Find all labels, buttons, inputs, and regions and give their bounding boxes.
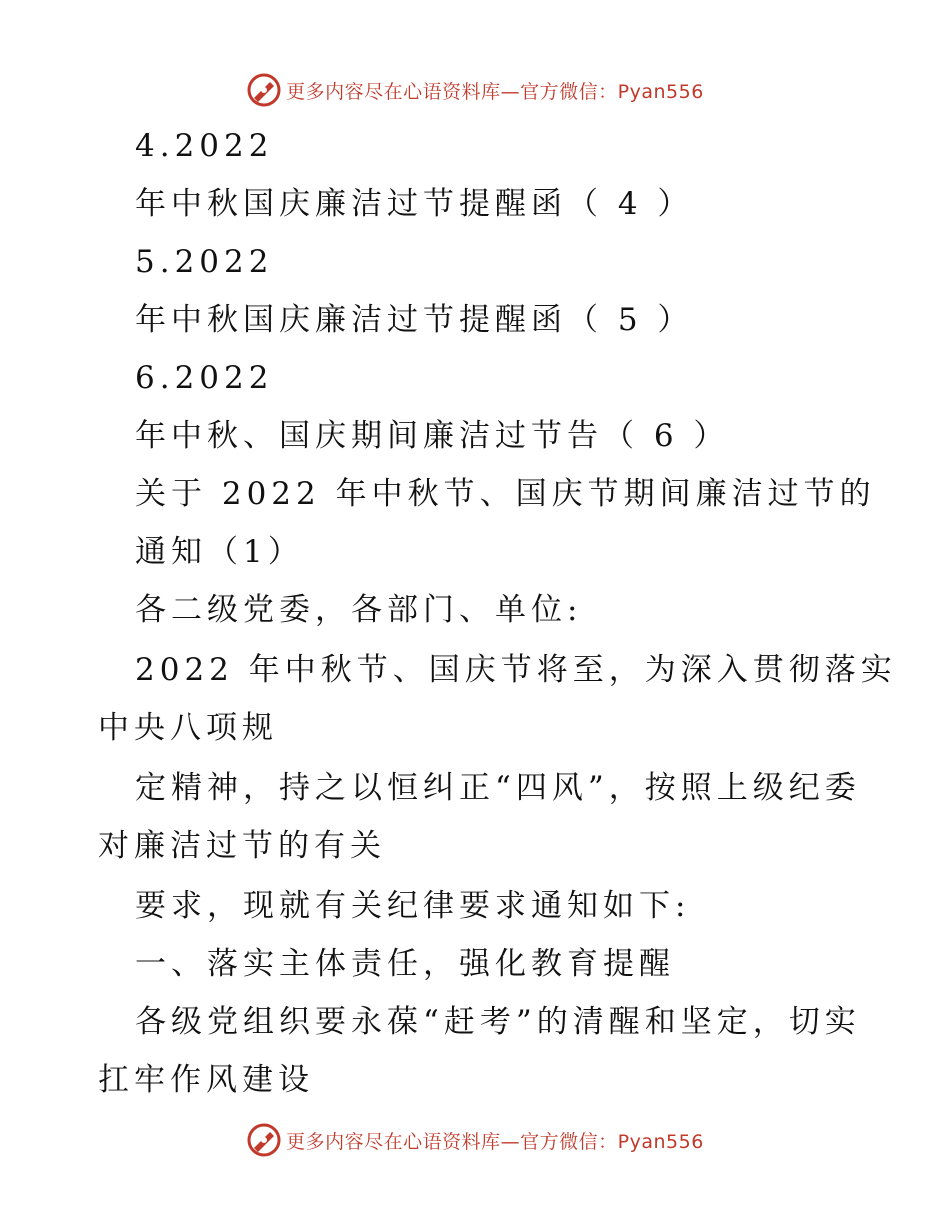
text-line: 一、落实主体责任，强化教育提醒 (135, 946, 675, 982)
text-line: 要求，现就有关纪律要求通知如下: (135, 888, 691, 924)
pen-logo-icon (246, 1122, 282, 1158)
text-line: 5.2022 (135, 244, 274, 280)
text-line: 通知（1） (135, 534, 304, 570)
watermark-text: 更多内容尽在心语资料库—官方微信：Pyan556 (286, 1130, 704, 1153)
text-line: 年中秋、国庆期间廉洁过节告（ 6 ） (135, 418, 730, 454)
footer-watermark (0, 1120, 950, 1160)
header-watermark (0, 70, 950, 110)
text-line: 4.2022 (135, 128, 274, 164)
text-line: 各级党组织要永葆“赶考”的清醒和坚定，切实 (135, 1004, 861, 1040)
text-line: 2022 年中秋节、国庆节将至，为深入贯彻落实 (135, 652, 897, 688)
text-line: 定精神，持之以恒纠正“四风”，按照上级纪委 (135, 770, 861, 806)
pen-logo-icon (246, 72, 282, 108)
watermark-text: 更多内容尽在心语资料库—官方微信：Pyan556 (286, 80, 704, 103)
text-line: 对廉洁过节的有关 (98, 828, 386, 864)
text-line: 各二级党委，各部门、单位: (135, 592, 583, 628)
text-line: 关于 2022 年中秋节、国庆节期间廉洁过节的 (135, 476, 876, 512)
text-line: 扛牢作风建设 (98, 1062, 314, 1098)
text-line: 年中秋国庆廉洁过节提醒函（ 5 ） (135, 302, 694, 338)
text-line: 6.2022 (135, 360, 274, 396)
text-line: 中央八项规 (98, 710, 278, 746)
text-line: 年中秋国庆廉洁过节提醒函（ 4 ） (135, 186, 694, 222)
